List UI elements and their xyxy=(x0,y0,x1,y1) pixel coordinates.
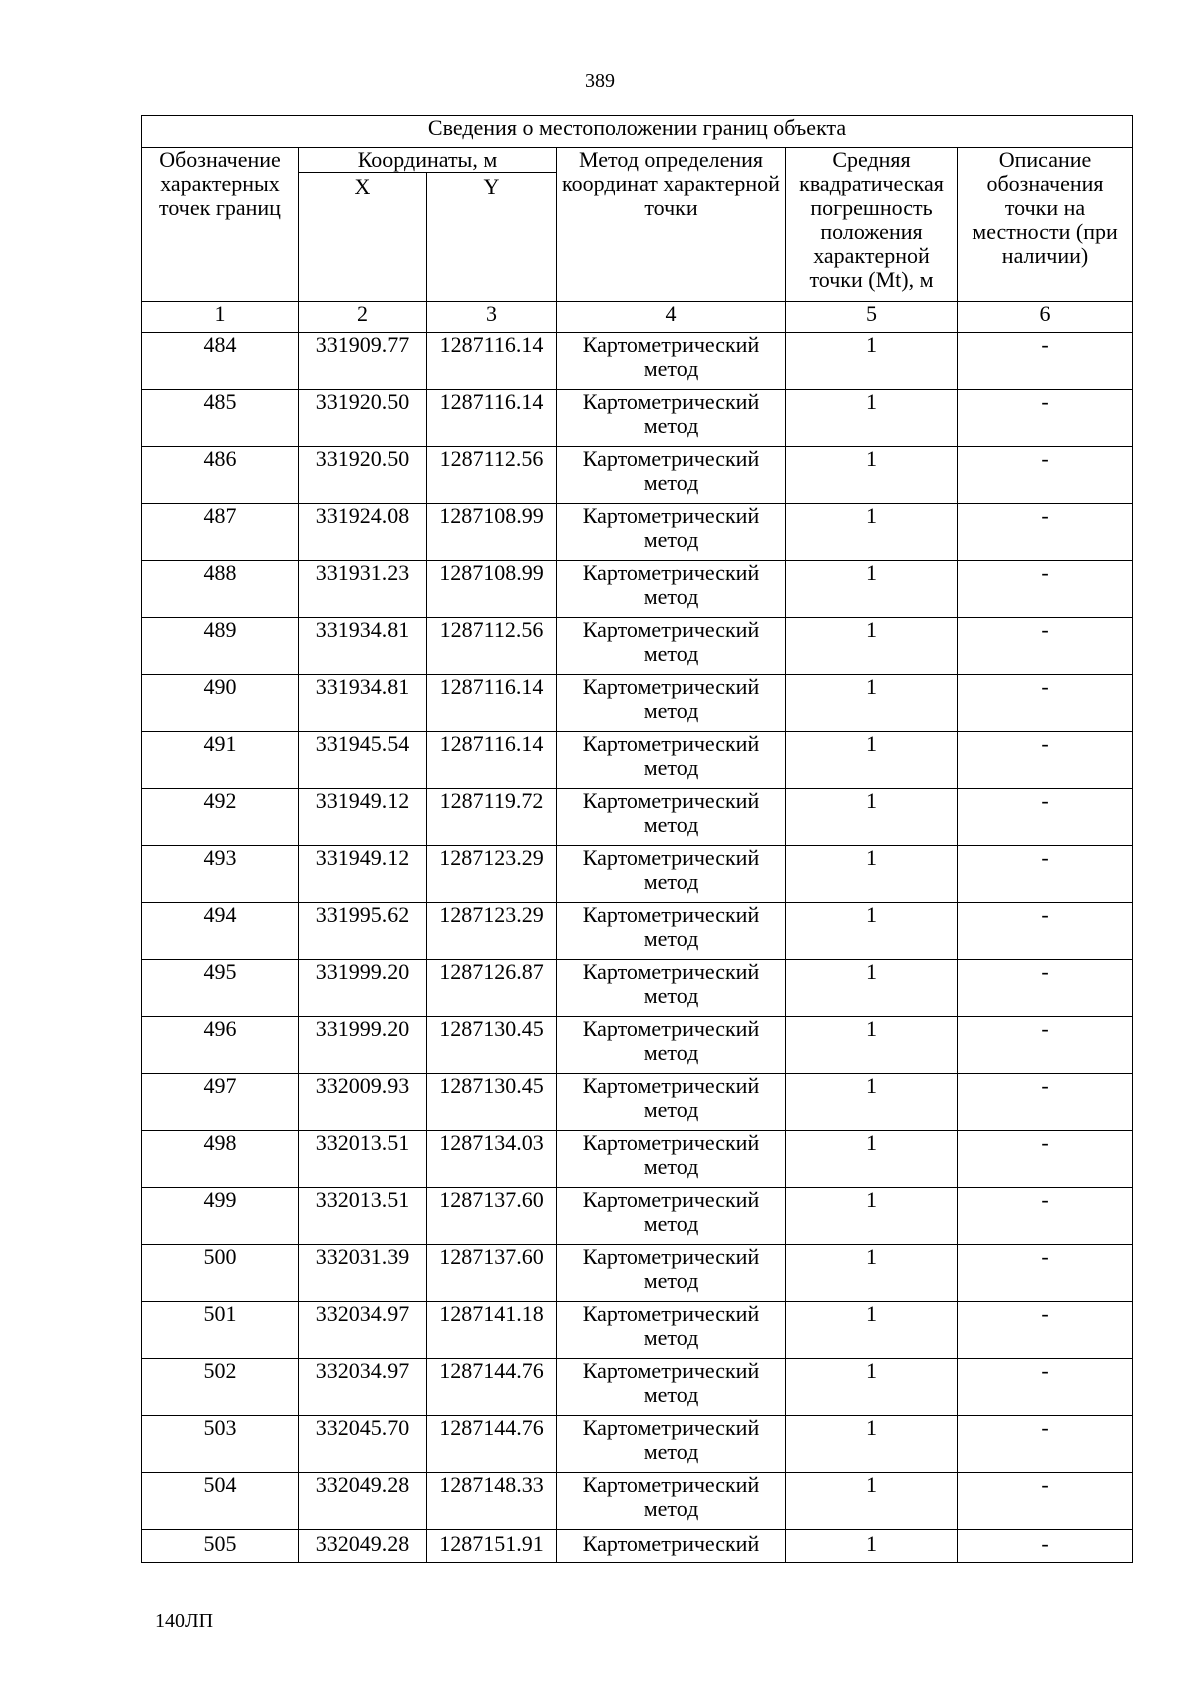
table-row xyxy=(142,960,1133,1017)
method-cell: Картометрический метод xyxy=(557,789,786,846)
x-cell: 331949.12 xyxy=(299,789,427,846)
mt-cell: 1 xyxy=(786,390,958,447)
description-cell: - xyxy=(958,333,1133,390)
description-cell: - xyxy=(958,675,1133,732)
table-row xyxy=(142,1359,1133,1416)
description-cell: - xyxy=(958,447,1133,504)
y-cell: 1287108.99 xyxy=(427,561,557,618)
x-cell: 332049.28 xyxy=(299,1530,427,1563)
point-cell: 497 xyxy=(142,1074,299,1131)
column-number: 5 xyxy=(786,302,958,333)
table-row xyxy=(142,732,1133,789)
table-row xyxy=(142,1530,1133,1563)
table-row xyxy=(142,561,1133,618)
x-cell: 331920.50 xyxy=(299,390,427,447)
table-row xyxy=(142,333,1133,390)
header-error: Средняя квадратическая погрешность положения характерной точки (Mt), м xyxy=(786,148,958,302)
page-number: 389 xyxy=(585,70,615,92)
boundary-coordinates-table xyxy=(141,115,1133,1563)
point-cell: 491 xyxy=(142,732,299,789)
description-cell: - xyxy=(958,1188,1133,1245)
point-cell: 495 xyxy=(142,960,299,1017)
point-cell: 500 xyxy=(142,1245,299,1302)
description-cell: - xyxy=(958,1017,1133,1074)
point-cell: 499 xyxy=(142,1188,299,1245)
column-number-row xyxy=(142,302,1133,333)
x-cell: 331995.62 xyxy=(299,903,427,960)
y-cell: 1287119.72 xyxy=(427,789,557,846)
x-cell: 331920.50 xyxy=(299,447,427,504)
description-cell: - xyxy=(958,561,1133,618)
mt-cell: 1 xyxy=(786,1131,958,1188)
y-cell: 1287141.18 xyxy=(427,1302,557,1359)
method-cell: Картометрический метод xyxy=(557,1188,786,1245)
mt-cell: 1 xyxy=(786,618,958,675)
y-cell: 1287126.87 xyxy=(427,960,557,1017)
footer-code: 140ЛП xyxy=(155,1610,214,1632)
point-cell: 484 xyxy=(142,333,299,390)
method-cell: Картометрический метод xyxy=(557,1473,786,1530)
mt-cell: 1 xyxy=(786,447,958,504)
x-cell: 331931.23 xyxy=(299,561,427,618)
header-method: Метод определения координат характерной точки xyxy=(557,148,786,302)
method-cell: Картометрический метод xyxy=(557,903,786,960)
method-cell: Картометрический метод xyxy=(557,561,786,618)
table-row xyxy=(142,1017,1133,1074)
x-cell: 331934.81 xyxy=(299,618,427,675)
column-number: 2 xyxy=(299,302,427,333)
description-cell: - xyxy=(958,1302,1133,1359)
table-row xyxy=(142,1074,1133,1131)
method-cell: Картометрический метод xyxy=(557,504,786,561)
x-cell: 331999.20 xyxy=(299,960,427,1017)
method-cell: Картометрический xyxy=(557,1530,786,1563)
point-cell: 486 xyxy=(142,447,299,504)
point-cell: 493 xyxy=(142,846,299,903)
table-row xyxy=(142,675,1133,732)
mt-cell: 1 xyxy=(786,1188,958,1245)
table-row xyxy=(142,1416,1133,1473)
point-cell: 498 xyxy=(142,1131,299,1188)
method-cell: Картометрический метод xyxy=(557,390,786,447)
point-cell: 487 xyxy=(142,504,299,561)
point-cell: 505 xyxy=(142,1530,299,1563)
table-caption: Сведения о местоположении границ объекта xyxy=(142,116,1133,148)
table-row xyxy=(142,447,1133,504)
mt-cell: 1 xyxy=(786,732,958,789)
y-cell: 1287116.14 xyxy=(427,732,557,789)
mt-cell: 1 xyxy=(786,960,958,1017)
description-cell: - xyxy=(958,960,1133,1017)
column-number: 4 xyxy=(557,302,786,333)
point-cell: 490 xyxy=(142,675,299,732)
point-cell: 501 xyxy=(142,1302,299,1359)
table-row xyxy=(142,1188,1133,1245)
mt-cell: 1 xyxy=(786,1530,958,1563)
mt-cell: 1 xyxy=(786,1359,958,1416)
table-row xyxy=(142,846,1133,903)
description-cell: - xyxy=(958,1074,1133,1131)
method-cell: Картометрический метод xyxy=(557,333,786,390)
y-cell: 1287137.60 xyxy=(427,1188,557,1245)
mt-cell: 1 xyxy=(786,1074,958,1131)
mt-cell: 1 xyxy=(786,789,958,846)
method-cell: Картометрический метод xyxy=(557,1302,786,1359)
point-cell: 492 xyxy=(142,789,299,846)
y-cell: 1287123.29 xyxy=(427,903,557,960)
y-cell: 1287148.33 xyxy=(427,1473,557,1530)
mt-cell: 1 xyxy=(786,504,958,561)
description-cell: - xyxy=(958,903,1133,960)
column-number: 3 xyxy=(427,302,557,333)
method-cell: Картометрический метод xyxy=(557,1416,786,1473)
table-row xyxy=(142,1245,1133,1302)
point-cell: 502 xyxy=(142,1359,299,1416)
method-cell: Картометрический метод xyxy=(557,1074,786,1131)
method-cell: Картометрический метод xyxy=(557,1131,786,1188)
mt-cell: 1 xyxy=(786,1416,958,1473)
description-cell: - xyxy=(958,846,1133,903)
table-row xyxy=(142,618,1133,675)
x-cell: 331949.12 xyxy=(299,846,427,903)
point-cell: 496 xyxy=(142,1017,299,1074)
x-cell: 332045.70 xyxy=(299,1416,427,1473)
method-cell: Картометрический метод xyxy=(557,618,786,675)
column-number: 6 xyxy=(958,302,1133,333)
table-row xyxy=(142,390,1133,447)
mt-cell: 1 xyxy=(786,675,958,732)
description-cell: - xyxy=(958,618,1133,675)
y-cell: 1287116.14 xyxy=(427,675,557,732)
description-cell: - xyxy=(958,732,1133,789)
description-cell: - xyxy=(958,1245,1133,1302)
table-row xyxy=(142,1473,1133,1530)
table-row xyxy=(142,1131,1133,1188)
point-cell: 494 xyxy=(142,903,299,960)
x-cell: 332013.51 xyxy=(299,1131,427,1188)
description-cell: - xyxy=(958,390,1133,447)
header-designation: Обозначение характерных точек границ xyxy=(142,148,299,302)
x-cell: 331934.81 xyxy=(299,675,427,732)
point-cell: 503 xyxy=(142,1416,299,1473)
mt-cell: 1 xyxy=(786,1017,958,1074)
method-cell: Картометрический метод xyxy=(557,675,786,732)
column-number: 1 xyxy=(142,302,299,333)
y-cell: 1287130.45 xyxy=(427,1074,557,1131)
x-cell: 332049.28 xyxy=(299,1473,427,1530)
description-cell: - xyxy=(958,1473,1133,1530)
description-cell: - xyxy=(958,1416,1133,1473)
x-cell: 332013.51 xyxy=(299,1188,427,1245)
x-cell: 331945.54 xyxy=(299,732,427,789)
y-cell: 1287130.45 xyxy=(427,1017,557,1074)
point-cell: 488 xyxy=(142,561,299,618)
x-cell: 332031.39 xyxy=(299,1245,427,1302)
method-cell: Картометрический метод xyxy=(557,1017,786,1074)
x-cell: 331924.08 xyxy=(299,504,427,561)
method-cell: Картометрический метод xyxy=(557,732,786,789)
point-cell: 485 xyxy=(142,390,299,447)
mt-cell: 1 xyxy=(786,1473,958,1530)
description-cell: - xyxy=(958,504,1133,561)
method-cell: Картометрический метод xyxy=(557,447,786,504)
method-cell: Картометрический метод xyxy=(557,1245,786,1302)
method-cell: Картометрический метод xyxy=(557,960,786,1017)
description-cell: - xyxy=(958,1359,1133,1416)
table-row xyxy=(142,504,1133,561)
table-row xyxy=(142,903,1133,960)
x-cell: 332009.93 xyxy=(299,1074,427,1131)
y-cell: 1287137.60 xyxy=(427,1245,557,1302)
y-cell: 1287112.56 xyxy=(427,618,557,675)
mt-cell: 1 xyxy=(786,333,958,390)
description-cell: - xyxy=(958,1131,1133,1188)
x-cell: 332034.97 xyxy=(299,1359,427,1416)
table-row xyxy=(142,789,1133,846)
mt-cell: 1 xyxy=(786,1302,958,1359)
header-y: Y xyxy=(427,173,557,302)
mt-cell: 1 xyxy=(786,903,958,960)
description-cell: - xyxy=(958,789,1133,846)
y-cell: 1287134.03 xyxy=(427,1131,557,1188)
method-cell: Картометрический метод xyxy=(557,846,786,903)
mt-cell: 1 xyxy=(786,1245,958,1302)
y-cell: 1287144.76 xyxy=(427,1416,557,1473)
point-cell: 504 xyxy=(142,1473,299,1530)
x-cell: 331909.77 xyxy=(299,333,427,390)
point-cell: 489 xyxy=(142,618,299,675)
table-row xyxy=(142,1302,1133,1359)
y-cell: 1287123.29 xyxy=(427,846,557,903)
header-description: Описание обозначения точки на местности (при наличии) xyxy=(958,148,1133,302)
y-cell: 1287144.76 xyxy=(427,1359,557,1416)
y-cell: 1287112.56 xyxy=(427,447,557,504)
header-x: X xyxy=(299,173,427,302)
y-cell: 1287116.14 xyxy=(427,390,557,447)
header-coordinates: Координаты, м xyxy=(299,148,557,173)
y-cell: 1287151.91 xyxy=(427,1530,557,1563)
y-cell: 1287116.14 xyxy=(427,333,557,390)
x-cell: 332034.97 xyxy=(299,1302,427,1359)
mt-cell: 1 xyxy=(786,846,958,903)
method-cell: Картометрический метод xyxy=(557,1359,786,1416)
description-cell: - xyxy=(958,1530,1133,1563)
y-cell: 1287108.99 xyxy=(427,504,557,561)
x-cell: 331999.20 xyxy=(299,1017,427,1074)
mt-cell: 1 xyxy=(786,561,958,618)
